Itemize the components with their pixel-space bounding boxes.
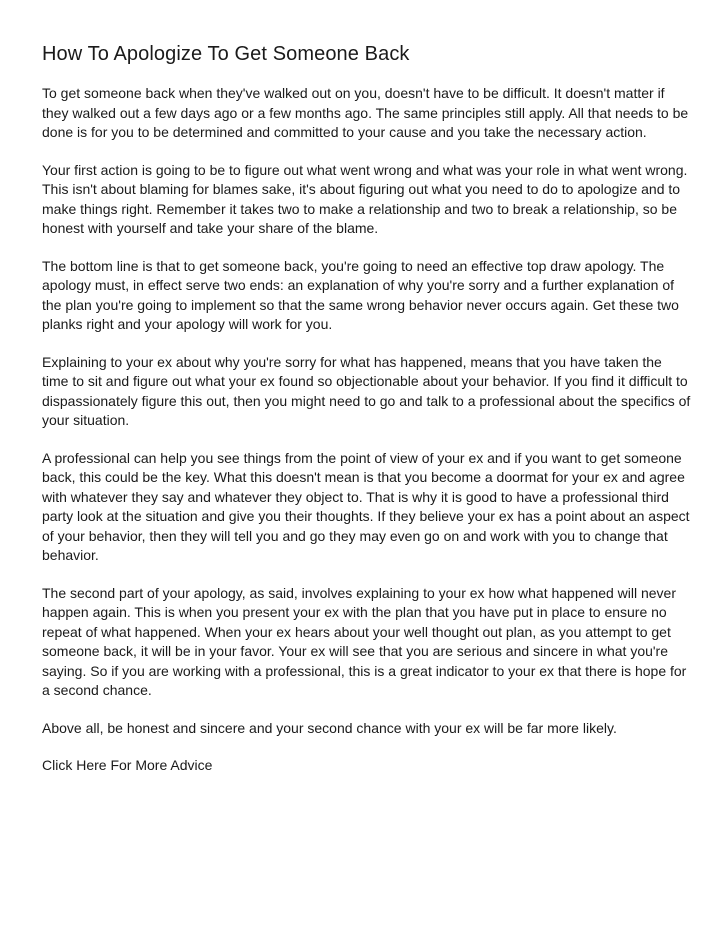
paragraph-5: A professional can help you see things from the point of view of your ex and if you want to get someone back, this could be the key. What this doesn't mean is that you become a doormat for your ex and agree with whatever they say and whatever they object to. That is why it is good to have a professional third party look at the situation and give you their thoughts. If they believe your ex has a point about an aspect of your behavior, then they will tell you and go they may even go on and work with you to change that behavior. (42, 449, 690, 563)
paragraph-6: The second part of your apology, as said, involves explaining to your ex how what happened will never happen again. This is when you present your ex with the plan that you have put in place to ensure no repeat of what happened. When your ex hears about your well thought out plan, as you attempt to get someone back, it will be in your favor. Your ex will see that you are serious and sincere in what you're saying. So if you are working with a professional, this is a great indicator to your ex that there is hope for a second chance. (42, 584, 687, 698)
paragraph-4: Explaining to your ex about why you're sorry for what has happened, means that you have taken the time to sit and figure out what your ex found so objectionable about your behavior. If you find it difficult to dispassionately figure this out, then you might need to go and talk to a professional about the specifics of your situation. (42, 353, 691, 428)
paragraph-2: Your first action is going to be to figure out what went wrong and what was your role in what went wrong. This isn't about blaming for blames sake, it's about figuring out what you need to do to apologize and to make things right. Remember it takes two to make a relationship and two to break a relationship, so be honest with yourself and take your share of the blame. (42, 161, 688, 236)
paragraph-3: The bottom line is that to get someone back, you're going to need an effective top draw apology. The apology must, in effect serve two ends: an explanation of why you're sorry and a further explanation of the plan you're going to implement so that the same wrong behavior never occurs again. Get these two planks right and your apology will work for you. (42, 257, 679, 332)
paragraph-1: To get someone back when they've walked out on you, doesn't have to be difficult. It doesn't matter if they walked out a few days ago or a few months ago. The same principles still apply. All that needs to be done is for you to be determined and committed to your cause and you take the necessary action. (42, 85, 689, 140)
paragraph-7: Above all, be honest and sincere and your second chance with your ex will be far more likely. (42, 719, 617, 736)
more-advice-link[interactable]: Click Here For More Advice (42, 757, 213, 773)
document-page (42, 40, 692, 776)
page-title: How To Apologize To Get Someone Back (42, 43, 410, 65)
